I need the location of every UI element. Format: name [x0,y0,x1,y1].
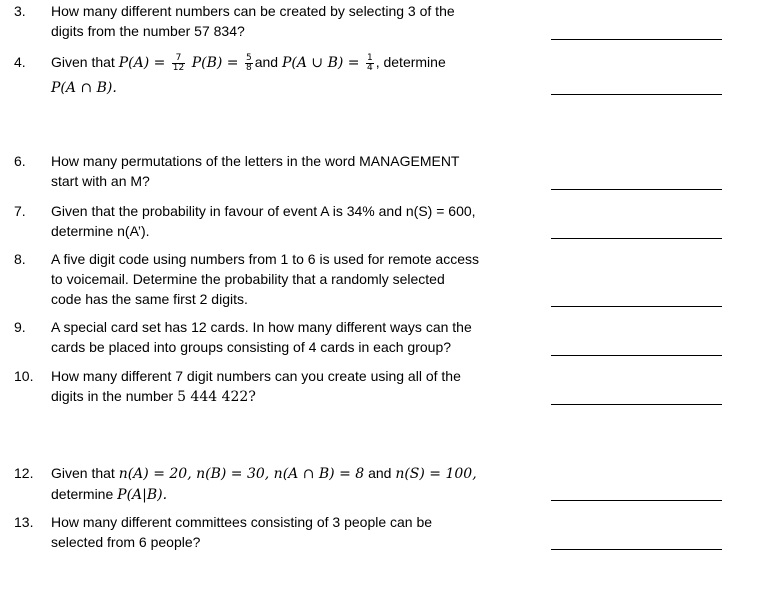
prefix-text: Given that [51,54,119,70]
question-number: 12. [14,465,34,481]
conditional-expression: P(A|B). [117,487,168,503]
question-number: 13. [14,514,34,530]
question-number: 3. [14,3,26,19]
numerator: 5 [245,52,252,63]
question-number: 10. [14,368,34,384]
question-number: 6. [14,153,26,169]
question-text [51,512,521,552]
question-line: How many different numbers can be created by selecting 3 of the [51,3,455,19]
question-number: 9. [14,319,26,335]
answer-line [551,500,722,501]
question-line: to voicemail. Determine the probability that a randomly selected [51,271,445,287]
question-line [51,463,521,484]
question-text [51,317,521,357]
question-line: How many permutations of the letters in the word MANAGEMENT [51,153,460,169]
question-text [51,366,521,407]
question-line: How many different 7 digit numbers can you create using all of the [51,368,461,384]
sample-space-expression: n(S) = 100, [395,466,477,482]
answer-line [551,189,722,190]
question-line: selected from 6 people? [51,534,201,550]
pu-expression: P(A ∪ B) = [281,55,364,71]
question-line: digits from the number 57 834? [51,23,245,39]
fraction-five-eighths [245,54,253,73]
intersection-expression: P(A ∩ B). [51,80,117,96]
question-text [51,463,521,505]
question-line [51,484,521,505]
answer-line [551,404,722,405]
pa-expression: P(A) = [118,55,170,71]
and-text: and [254,54,282,70]
question-number: 8. [14,251,26,267]
question-text [51,151,521,191]
question-line: code has the same first 2 digits. [51,291,248,307]
question-number: 4. [14,54,26,70]
question-line-text: digits in the number [51,388,178,404]
question-line: How many different committees consisting of 3 people can be [51,514,433,530]
and-text: and [364,465,396,481]
number-expression: 5 444 422? [177,389,256,405]
question-line [51,52,521,73]
question-line: determine n(A’). [51,223,150,239]
comma-text: , [375,54,380,70]
answer-line [551,306,722,307]
set-size-expression: n(A) = 20, n(B) = 30, n(A ∩ B) = 8 [118,466,365,482]
question-line: start with an M? [51,173,150,189]
numerator: 1 [366,52,373,63]
fraction-one-quarter [366,54,374,73]
question-line: A special card set has 12 cards. In how many different ways can the [51,319,472,335]
question-line-text: determine [51,486,118,502]
question-text [51,249,521,309]
question-text [51,52,521,98]
numerator: 7 [172,54,185,64]
answer-line [551,549,722,550]
fraction-seven-twelfths [172,54,185,73]
answer-line [551,39,722,40]
answer-line [551,94,722,95]
denominator: 12 [172,62,185,73]
question-line [51,77,521,98]
question-line: Given that the probability in favour of event A is 34% and n(S) = 600, [51,203,476,219]
question-number: 7. [14,203,26,219]
answer-line [551,238,722,239]
question-text [51,201,521,241]
question-line [51,386,521,407]
pb-expression: P(B) = [187,55,243,71]
denominator: 4 [366,62,373,73]
question-line: A five digit code using numbers from 1 to 6 is used for remote access [51,251,479,267]
answer-line [551,355,722,356]
prefix-text: Given that [51,465,119,481]
suffix-text: determine [379,54,446,70]
question-text [51,1,521,41]
question-line: cards be placed into groups consisting of 4 cards in each group? [51,339,452,355]
denominator: 8 [245,62,252,73]
